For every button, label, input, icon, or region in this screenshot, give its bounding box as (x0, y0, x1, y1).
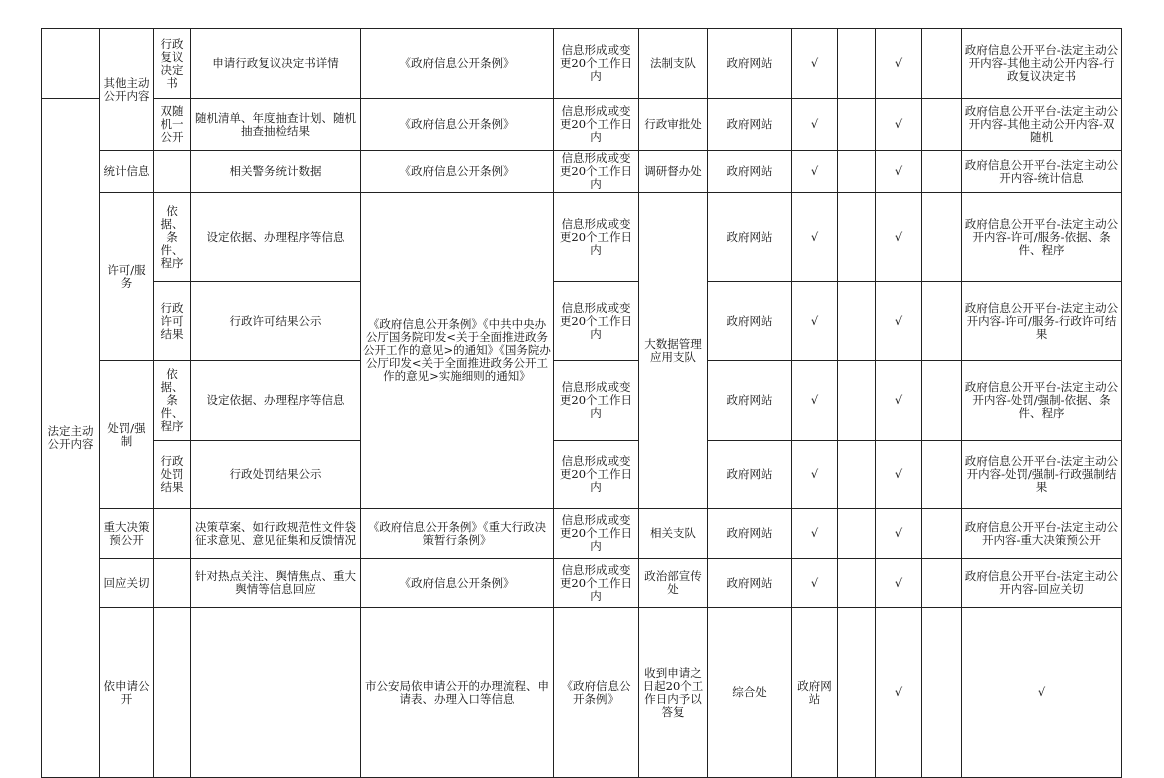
check-cell (838, 608, 876, 778)
channel-cell: 政府网站 (708, 29, 792, 99)
check-cell: √ (792, 29, 838, 99)
channel-cell: 政府网站 (708, 151, 792, 193)
check-cell (922, 361, 962, 441)
check-cell: √ (876, 361, 922, 441)
table-row (42, 193, 1122, 282)
time-cell: 信息形成或变更20个工作日内 (554, 509, 639, 559)
check-cell: √ (876, 608, 922, 778)
subcategory-cell: 双随机一公开 (154, 99, 191, 151)
dept-cell: 综合处 (708, 608, 792, 778)
platform-cell: 政府信息公开平台-法定主动公开内容-处罚/强制-行政强制结果 (962, 441, 1122, 509)
subcategory-cell (154, 559, 191, 608)
dept-cell: 大数据管理应用支队 (639, 193, 708, 509)
time-cell: 信息形成或变更20个工作日内 (554, 559, 639, 608)
dept-cell: 政治部宣传处 (639, 559, 708, 608)
section-cell: 法定主动公开内容 (42, 99, 100, 778)
dept-cell: 法制支队 (639, 29, 708, 99)
check-cell (838, 559, 876, 608)
check-cell: √ (792, 559, 838, 608)
check-cell: √ (792, 282, 838, 361)
basis-cell: 《政府信息公开条例》 (554, 608, 639, 778)
disclosure-table (41, 28, 1122, 778)
content-cell: 行政许可结果公示 (191, 282, 361, 361)
time-cell: 收到申请之日起20个工作日内予以答复 (639, 608, 708, 778)
category-cell: 统计信息 (100, 151, 154, 193)
table-row (42, 282, 1122, 361)
content-cell: 针对热点关注、舆情焦点、重大舆情等信息回应 (191, 559, 361, 608)
check-cell: √ (876, 29, 922, 99)
check-cell: √ (792, 99, 838, 151)
check-cell (922, 282, 962, 361)
platform-cell: 政府信息公开平台-法定主动公开内容-处罚/强制-依据、条件、程序 (962, 361, 1122, 441)
channel-cell: 政府网站 (708, 99, 792, 151)
check-cell (922, 441, 962, 509)
section-cell (42, 29, 100, 99)
content-cell: 市公安局依申请公开的办理流程、申请表、办理入口等信息 (361, 608, 554, 778)
table-row (42, 441, 1122, 509)
check-cell (922, 559, 962, 608)
channel-cell: 政府网站 (708, 559, 792, 608)
time-cell: 信息形成或变更20个工作日内 (554, 151, 639, 193)
time-cell: 信息形成或变更20个工作日内 (554, 361, 639, 441)
check-cell: √ (876, 559, 922, 608)
check-cell (838, 29, 876, 99)
check-cell: √ (792, 361, 838, 441)
content-cell: 随机清单、年度抽查计划、随机抽查抽检结果 (191, 99, 361, 151)
check-cell: √ (876, 282, 922, 361)
content-cell: 设定依据、办理程序等信息 (191, 193, 361, 282)
check-cell (922, 151, 962, 193)
check-cell (922, 608, 962, 778)
platform-cell: 政府信息公开平台-法定主动公开内容-其他主动公开内容-行政复议决定书 (962, 29, 1122, 99)
table-row (42, 99, 1122, 151)
channel-cell: 政府网站 (708, 282, 792, 361)
subcategory-cell: 依据、条件、程序 (154, 193, 191, 282)
check-cell: √ (876, 193, 922, 282)
dept-cell: 调研督办处 (639, 151, 708, 193)
subcategory-cell (154, 151, 191, 193)
check-cell (922, 193, 962, 282)
basis-cell: 《政府信息公开条例》 (361, 29, 554, 99)
check-cell (922, 509, 962, 559)
category-cell: 重大决策预公开 (100, 509, 154, 559)
subcategory-cell: 行政处罚结果 (154, 441, 191, 509)
check-cell (838, 361, 876, 441)
platform-cell: 政府信息公开平台-法定主动公开内容-重大决策预公开 (962, 509, 1122, 559)
category-cell: 许可/服务 (100, 193, 154, 361)
platform-cell: 政府信息公开平台-法定主动公开内容-许可/服务-依据、条件、程序 (962, 193, 1122, 282)
time-cell: 信息形成或变更20个工作日内 (554, 29, 639, 99)
platform-cell: 政府信息公开平台-法定主动公开内容-统计信息 (962, 151, 1122, 193)
channel-cell: 政府网站 (708, 509, 792, 559)
check-cell (838, 509, 876, 559)
content-cell: 决策草案、如行政规范性文件袋征求意见、意见征集和反馈情况 (191, 509, 361, 559)
content-cell: 申请行政复议决定书详情 (191, 29, 361, 99)
subcategory-cell (191, 608, 361, 778)
table-row (42, 151, 1122, 193)
category-cell: 处罚/强制 (100, 361, 154, 509)
subcategory-cell: 行政许可结果 (154, 282, 191, 361)
table-row (42, 559, 1122, 608)
basis-cell: 《政府信息公开条例》 (361, 151, 554, 193)
table-row (42, 361, 1122, 441)
category-cell (154, 608, 191, 778)
check-cell (838, 151, 876, 193)
channel-cell: 政府网站 (708, 441, 792, 509)
platform-cell: 政府信息公开平台-法定主动公开内容-许可/服务-行政许可结果 (962, 282, 1122, 361)
check-cell (838, 441, 876, 509)
check-cell: √ (876, 151, 922, 193)
basis-cell: 《政府信息公开条例》《中共中央办公厅国务院印发<关于全面推进政务公开工作的意见>的通知》《国务院办公厅印发<关于全面推进政务公开工作的意见>实施细则的通知》 (361, 193, 554, 509)
check-cell (838, 282, 876, 361)
subcategory-cell (154, 509, 191, 559)
check-cell: √ (792, 509, 838, 559)
table-row (42, 509, 1122, 559)
check-cell: √ (792, 193, 838, 282)
subcategory-cell: 行政复议决定书 (154, 29, 191, 99)
check-cell (922, 99, 962, 151)
check-cell: √ (792, 441, 838, 509)
category-cell: 其他主动公开内容 (100, 29, 154, 151)
content-cell: 相关警务统计数据 (191, 151, 361, 193)
check-cell: √ (876, 441, 922, 509)
basis-cell: 《政府信息公开条例》 (361, 99, 554, 151)
subcategory-cell: 依据、条件、程序 (154, 361, 191, 441)
channel-cell: 政府网站 (708, 361, 792, 441)
channel-cell: 政府网站 (792, 608, 838, 778)
check-cell: √ (962, 608, 1122, 778)
basis-cell: 《政府信息公开条例》 (361, 559, 554, 608)
table-row (42, 608, 1122, 778)
check-cell: √ (876, 99, 922, 151)
check-cell: √ (876, 509, 922, 559)
check-cell (838, 99, 876, 151)
platform-cell: 政府信息公开平台-法定主动公开内容-其他主动公开内容-双随机 (962, 99, 1122, 151)
time-cell: 信息形成或变更20个工作日内 (554, 193, 639, 282)
table-row (42, 29, 1122, 99)
platform-cell: 政府信息公开平台-法定主动公开内容-回应关切 (962, 559, 1122, 608)
basis-cell: 《政府信息公开条例》《重大行政决策暂行条例》 (361, 509, 554, 559)
time-cell: 信息形成或变更20个工作日内 (554, 282, 639, 361)
check-cell (838, 193, 876, 282)
content-cell: 行政处罚结果公示 (191, 441, 361, 509)
category-cell: 回应关切 (100, 559, 154, 608)
content-cell: 设定依据、办理程序等信息 (191, 361, 361, 441)
dept-cell: 相关支队 (639, 509, 708, 559)
time-cell: 信息形成或变更20个工作日内 (554, 441, 639, 509)
section-cell: 依申请公开 (100, 608, 154, 778)
check-cell (922, 29, 962, 99)
channel-cell: 政府网站 (708, 193, 792, 282)
check-cell: √ (792, 151, 838, 193)
dept-cell: 行政审批处 (639, 99, 708, 151)
time-cell: 信息形成或变更20个工作日内 (554, 99, 639, 151)
